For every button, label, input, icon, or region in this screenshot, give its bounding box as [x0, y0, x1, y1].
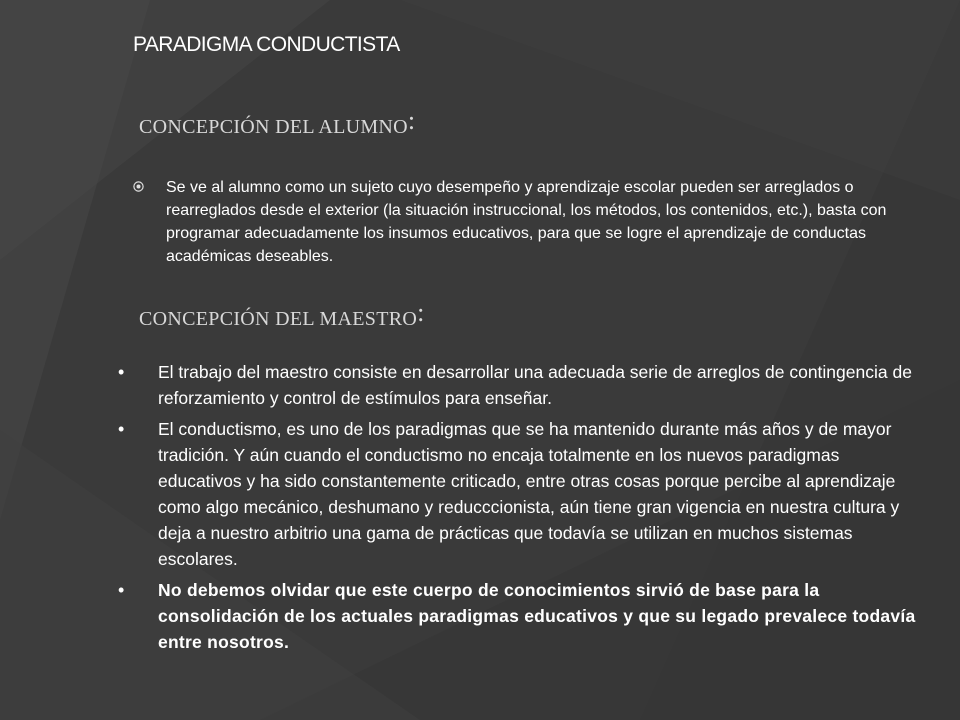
- maestro-heading-colon: :: [417, 298, 425, 327]
- alumno-heading: [139, 106, 416, 140]
- maestro-list: [118, 359, 918, 660]
- alumno-list: [133, 176, 923, 268]
- bullet-dot-icon: •: [118, 580, 125, 600]
- maestro-item-text: No debemos olvidar que este cuerpo de conocimientos sirvió de base para la consolidación de los actuales paradigmas educativos y que su legado prevalece todavía entre nosotros.: [158, 580, 916, 652]
- list-item: [133, 176, 923, 268]
- list-item: [118, 416, 918, 572]
- alumno-heading-colon: :: [407, 106, 416, 135]
- maestro-heading-text: CONCEPCIÓN DEL MAESTRO: [139, 308, 418, 330]
- slide-title: PARADIGMA CONDUCTISTA: [133, 33, 400, 56]
- alumno-heading-text: CONCEPCIÓN DEL ALUMNO: [139, 116, 408, 138]
- list-item: [118, 577, 918, 655]
- target-bullet-icon: [133, 181, 144, 192]
- list-item: [118, 359, 918, 411]
- bullet-dot-icon: •: [118, 362, 125, 382]
- bullet-dot-icon: •: [118, 419, 125, 439]
- maestro-item-text: El conductismo, es uno de los paradigmas que se ha mantenido durante más años y de mayor tradición. Y aún cuando el conductismo no encaja totalmente en los nuevos paradigmas educativos y ha sido constantemente criticado, entre otras cosas porque percibe al aprendizaje como algo mecánico, deshumano y reducccionista, aún tiene gran vigencia en nuestra cultura y deja a nuestro arbitrio una gama de prácticas que todavía se utilizan en muchos sistemas escolares.: [158, 419, 900, 569]
- alumno-item-text: Se ve al alumno como un sujeto cuyo desempeño y aprendizaje escolar pueden ser arreglados o rearreglados desde el exterior (la situación instruccional, los métodos, los contenidos, etc.), basta con programar adecuadamente los insumos educativos, para que se logre el aprendizaje de conductas académicas deseables.: [166, 179, 887, 265]
- maestro-heading: [139, 298, 425, 332]
- maestro-item-text: El trabajo del maestro consiste en desarrollar una adecuada serie de arreglos de contingencia de reforzamiento y control de estímulos para enseñar.: [158, 362, 912, 408]
